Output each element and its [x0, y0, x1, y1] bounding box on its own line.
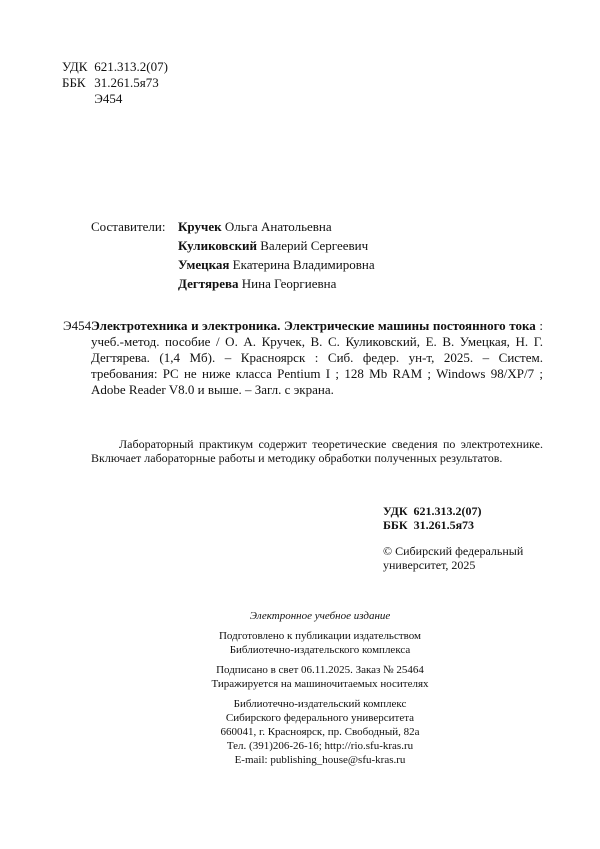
compiler-surname: Дегтярева — [178, 276, 239, 291]
book-details: : учеб.-метод. пособие / О. А. Кручек, В. С. Куликовский, Е. В. Умецкая, Н. Г. Дегтярева. (1,4 Мб). – Красноярск : Сиб. федер. ун-т, 2025. – Систем. требования: PC не ниже класса Pentium I ; 128 Mb RAM ; Windows 98/XP/7 ; Adobe Reader V8.0 и выше. – Загл. с экрана. — [91, 318, 543, 397]
email-line: E-mail: publishing_house@sfu-kras.ru — [234, 754, 406, 766]
phone-line: Тел. (391)206-26-16; http://rio.sfu-kras.ru — [226, 740, 414, 752]
author-mark-row — [62, 91, 168, 107]
classification-codes — [62, 59, 168, 107]
udk-bottom: УДК 621.313.2(07) — [383, 504, 482, 518]
udk-row — [62, 59, 168, 75]
compiler-given-name: Нина Георгиевна — [241, 276, 337, 291]
udk-label: УДК — [62, 59, 88, 74]
bib-author-mark: Э454 — [63, 318, 92, 333]
author-mark: Э454 — [94, 91, 123, 106]
compiler-surname: Кручек — [178, 219, 222, 234]
bbk-label: ББК — [62, 75, 86, 90]
compilers-label: Составители: — [91, 219, 166, 234]
prepared-line-1: Подготовлено к публикации издательством — [218, 630, 422, 642]
signed-line: Подписано в свет 06.11.2025. Заказ № 25464 — [216, 664, 424, 676]
compiler-given-name: Ольга Анатольевна — [224, 219, 332, 234]
compiler-surname: Куликовский — [178, 238, 257, 253]
edition-type: Электронное учебное издание — [249, 610, 391, 622]
compiler-given-name: Валерий Сергеевич — [260, 238, 369, 253]
book-title: Электротехника и электроника. Электрические машины постоянного тока — [91, 318, 536, 333]
compilers-block — [91, 219, 375, 295]
bbk-row — [62, 75, 168, 91]
classification-codes-bottom — [383, 504, 482, 532]
publisher-line-2: Сибирского федерального университета — [225, 712, 415, 724]
prepared-line-2: Библиотечно-издательского комплекса — [229, 644, 411, 656]
bibliographic-entry — [91, 318, 543, 398]
bbk-bottom: ББК 31.261.5я73 — [383, 518, 475, 532]
imprint — [200, 609, 440, 767]
address-line: 660041, г. Красноярск, пр. Свободный, 82а — [220, 726, 420, 738]
compiler-surname: Умецкая — [178, 257, 230, 272]
publisher-line-1: Библиотечно-издательский комплекс — [233, 698, 407, 710]
bbk-value: 31.261.5я73 — [94, 75, 159, 90]
udk-value: 621.313.2(07) — [94, 59, 168, 74]
copyright: © Сибирский федеральный университет, 2025 — [383, 544, 524, 572]
replicated-line: Тиражируется на машиночитаемых носителях — [211, 678, 429, 690]
annotation — [91, 437, 543, 465]
annotation-text: Лабораторный практикум содержит теоретические сведения по электротехнике. Включает лабораторные работы и методику обработки полученных результатов. — [91, 437, 543, 465]
compiler-given-name: Екатерина Владимировна — [232, 257, 375, 272]
